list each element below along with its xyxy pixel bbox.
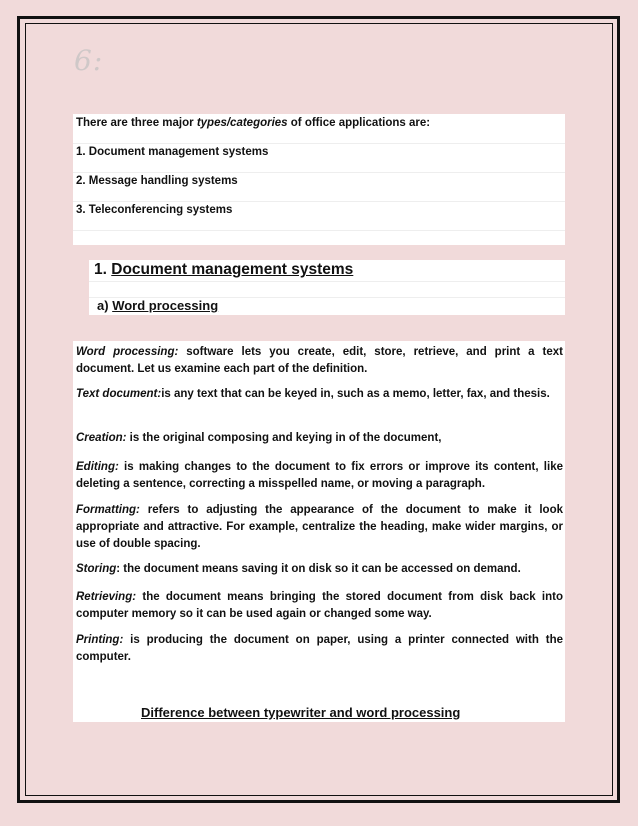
list-item: 3. Teleconferencing systems [76, 204, 233, 216]
subsection-heading: a) Word processing [97, 298, 219, 313]
paragraph-storing: Storing: the document means saving it on disk so it can be accessed on demand. [76, 563, 521, 575]
paragraph-creation: Creation: is the original composing and keying in of the document, [76, 432, 442, 444]
page-number: 6: [74, 44, 104, 77]
paragraph-printing: Printing: is producing the document on paper, using a printer connected with the computer. [76, 634, 563, 663]
section-heading: 1. Document management systems [94, 261, 354, 278]
paragraph-editing: Editing: is making changes to the document to fix errors or improve its content, like deleting a sentence, correcting a misspelled name, or moving a paragraph. [76, 461, 563, 490]
intro-box [73, 114, 565, 245]
intro-sentence: There are three major types/categories of office applications are: [76, 117, 431, 129]
body-text-box [73, 341, 565, 722]
paragraph-text-document: Text document:is any text that can be keyed in, such as a memo, letter, fax, and thesis. [76, 388, 550, 400]
list-item: 1. Document management systems [76, 146, 269, 158]
paragraph-retrieving: Retrieving: the document means bringing the stored document from disk back into computer memory so it can be used again or changed some way. [76, 591, 563, 620]
section-heading-box [89, 260, 565, 315]
paragraph-formatting: Formatting: refers to adjusting the appearance of the document to make it look appropriate and attractive. For example, centralize the heading, make wider margins, or use of double spacing. [76, 504, 563, 550]
paragraph-word-processing: Word processing: software lets you create, edit, store, retrieve, and print a text document. Let us examine each part of the definition. [76, 346, 563, 375]
list-item: 2. Message handling systems [76, 175, 238, 187]
difference-heading: Difference between typewriter and word processing [141, 705, 461, 720]
